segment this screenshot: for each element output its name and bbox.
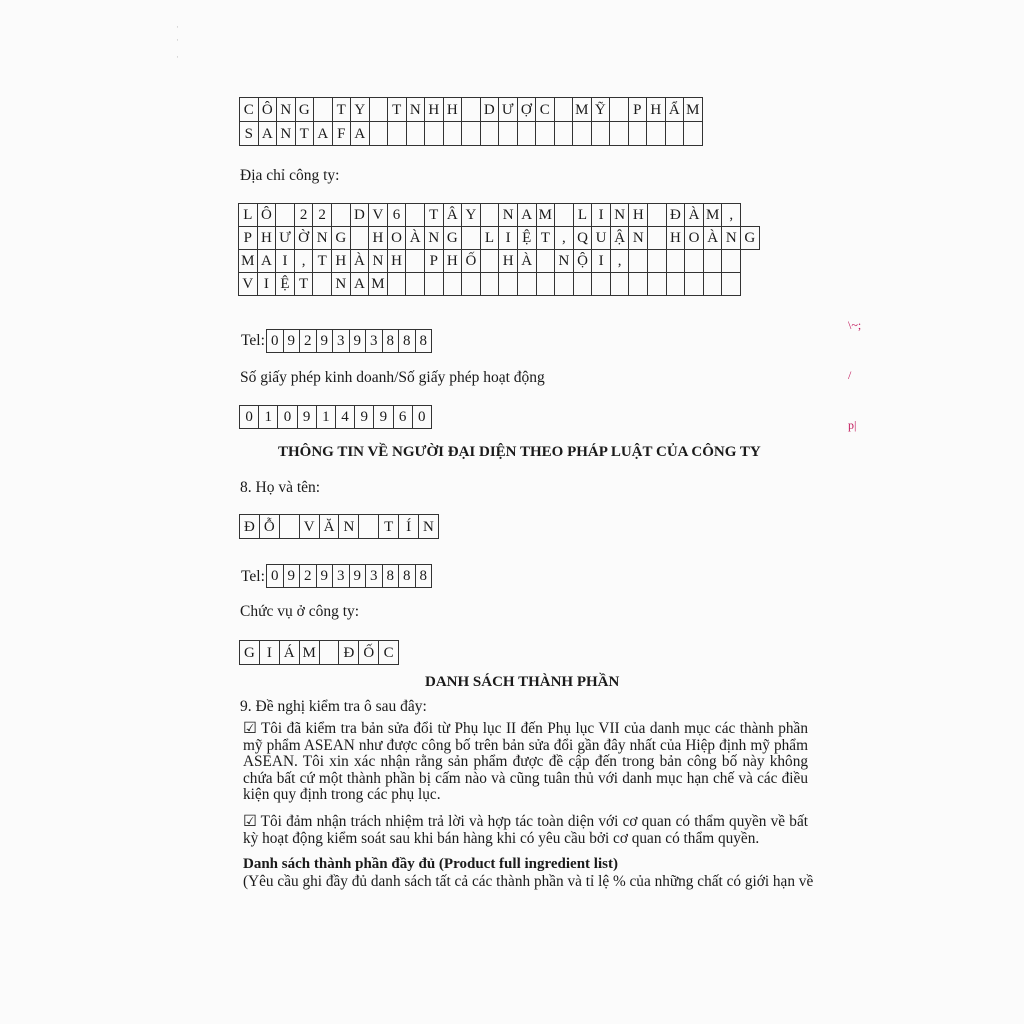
- grid-cell: D: [350, 204, 369, 227]
- grid-cell: O: [685, 227, 704, 250]
- grid-cell: G: [741, 227, 760, 250]
- grid-cell: 9: [316, 330, 333, 353]
- grid-row: [240, 122, 703, 146]
- grid-cell: I: [276, 250, 295, 273]
- grid-cell: 8: [382, 565, 399, 588]
- grid-cell: H: [666, 227, 685, 250]
- position-label: Chức vụ ở công ty:: [240, 603, 360, 620]
- tel-digits-grid: [266, 329, 432, 353]
- grid-cell: P: [239, 227, 258, 250]
- grid-cell: Ỗ: [259, 515, 279, 539]
- grid-cell: Ợ: [517, 98, 536, 122]
- grid-cell: M: [239, 250, 258, 273]
- grid-cell: [610, 98, 629, 122]
- grid-cell: [359, 515, 379, 539]
- grid-cell: [666, 250, 685, 273]
- grid-cell: [350, 227, 369, 250]
- grid-cell: 9: [349, 565, 366, 588]
- grid-cell: [319, 641, 339, 665]
- grid-cell: 0: [412, 406, 431, 429]
- grid-cell: [331, 204, 350, 227]
- grid-cell: H: [443, 250, 462, 273]
- scan-speck: ·: [176, 52, 179, 62]
- grid-cell: [499, 122, 518, 146]
- grid-cell: [462, 227, 481, 250]
- grid-cell: [703, 250, 722, 273]
- grid-cell: [573, 273, 592, 296]
- grid-cell: 9: [283, 330, 300, 353]
- grid-cell: N: [406, 98, 425, 122]
- grid-cell: T: [388, 98, 407, 122]
- grid-cell: 3: [366, 565, 383, 588]
- grid-cell: À: [685, 204, 704, 227]
- grid-cell: Y: [462, 204, 481, 227]
- grid-cell: [387, 273, 406, 296]
- grid-cell: I: [592, 204, 611, 227]
- grid-cell: 8: [399, 330, 416, 353]
- grid-cell: [610, 122, 629, 146]
- grid-cell: 2: [300, 565, 317, 588]
- grid-cell: [480, 273, 499, 296]
- grid-cell: T: [313, 250, 332, 273]
- grid-cell: [573, 122, 592, 146]
- ingredients-heading: DANH SÁCH THÀNH PHẦN: [425, 674, 620, 690]
- grid-cell: G: [240, 641, 260, 665]
- grid-cell: [425, 122, 444, 146]
- grid-cell: [480, 250, 499, 273]
- grid-cell: Đ: [339, 641, 359, 665]
- grid-cell: [722, 250, 741, 273]
- grid-cell: H: [425, 98, 444, 122]
- grid-cell: 6: [387, 204, 406, 227]
- grid-row: [240, 641, 399, 665]
- grid-cell: N: [555, 250, 574, 273]
- grid-cell: N: [331, 273, 350, 296]
- grid-cell: H: [331, 250, 350, 273]
- grid-cell: [406, 250, 425, 273]
- grid-cell: [279, 515, 299, 539]
- scan-speck: ·: [176, 35, 179, 45]
- grid-cell: [592, 273, 611, 296]
- company-name-grid: [239, 97, 703, 146]
- grid-row: [240, 98, 703, 122]
- position-grid: [239, 640, 399, 665]
- grid-cell: À: [517, 250, 536, 273]
- grid-cell: 9: [355, 406, 374, 429]
- grid-cell: Â: [443, 204, 462, 227]
- grid-cell: A: [517, 204, 536, 227]
- grid-row: [239, 227, 760, 250]
- grid-cell: H: [499, 250, 518, 273]
- tel-label-2: Tel:: [241, 568, 265, 585]
- grid-cell: Ư: [276, 227, 295, 250]
- grid-cell: F: [332, 122, 351, 146]
- grid-cell: I: [592, 250, 611, 273]
- tel-digits-grid-2: [266, 564, 432, 588]
- grid-cell: [554, 98, 573, 122]
- grid-cell: 4: [335, 406, 354, 429]
- grid-cell: N: [277, 122, 296, 146]
- grid-cell: L: [573, 204, 592, 227]
- license-label: Số giấy phép kinh doanh/Số giấy phép hoạt động: [240, 369, 545, 386]
- grid-cell: [703, 273, 722, 296]
- grid-cell: [665, 122, 684, 146]
- grid-cell: N: [629, 227, 648, 250]
- grid-row: [239, 273, 760, 296]
- grid-cell: T: [379, 515, 399, 539]
- grid-cell: 0: [267, 565, 284, 588]
- grid-cell: 2: [313, 204, 332, 227]
- grid-cell: A: [258, 122, 277, 146]
- grid-cell: C: [379, 641, 399, 665]
- grid-cell: [648, 204, 667, 227]
- grid-cell: N: [610, 204, 629, 227]
- grid-cell: [499, 273, 518, 296]
- declaration-1: [243, 721, 808, 804]
- grid-cell: Ỹ: [591, 98, 610, 122]
- grid-cell: G: [443, 227, 462, 250]
- grid-cell: P: [628, 98, 647, 122]
- address-grid: [238, 203, 760, 296]
- grid-cell: 9: [316, 565, 333, 588]
- grid-cell: 9: [374, 406, 393, 429]
- grid-cell: [388, 122, 407, 146]
- grid-cell: Í: [399, 515, 419, 539]
- address-label: Địa chỉ công ty:: [240, 167, 340, 184]
- grid-cell: 8: [382, 330, 399, 353]
- grid-cell: [443, 273, 462, 296]
- grid-cell: N: [313, 227, 332, 250]
- grid-cell: À: [406, 227, 425, 250]
- grid-cell: [462, 273, 481, 296]
- grid-cell: Ẩ: [665, 98, 684, 122]
- grid-cell: [648, 273, 667, 296]
- grid-cell: [666, 273, 685, 296]
- full-list-note: (Yêu cầu ghi đầy đủ danh sách tất cả các thành phần và tỉ lệ % của những chất có giới hạn về: [243, 873, 814, 890]
- grid-cell: [685, 273, 704, 296]
- grid-cell: P: [424, 250, 443, 273]
- grid-cell: [628, 122, 647, 146]
- grid-cell: [555, 204, 574, 227]
- grid-cell: I: [499, 227, 518, 250]
- grid-cell: Q: [573, 227, 592, 250]
- grid-cell: Ố: [462, 250, 481, 273]
- grid-cell: N: [424, 227, 443, 250]
- grid-cell: N: [339, 515, 359, 539]
- grid-cell: [314, 98, 333, 122]
- grid-row: [267, 565, 432, 588]
- grid-cell: [536, 122, 555, 146]
- grid-row: [240, 406, 432, 429]
- grid-cell: 1: [316, 406, 335, 429]
- grid-cell: Đ: [666, 204, 685, 227]
- grid-cell: N: [369, 250, 388, 273]
- grid-cell: U: [592, 227, 611, 250]
- grid-cell: [517, 122, 536, 146]
- representative-name-grid: [239, 514, 439, 539]
- grid-cell: M: [536, 204, 555, 227]
- grid-cell: L: [480, 227, 499, 250]
- grid-cell: Ă: [319, 515, 339, 539]
- name-label: 8. Họ và tên:: [240, 479, 321, 496]
- grid-cell: Ô: [258, 98, 277, 122]
- grid-cell: G: [331, 227, 350, 250]
- grid-cell: [406, 204, 425, 227]
- grid-cell: I: [257, 273, 276, 296]
- grid-cell: I: [259, 641, 279, 665]
- grid-cell: Ệ: [276, 273, 295, 296]
- scan-speck: ·: [176, 22, 179, 32]
- grid-cell: [554, 122, 573, 146]
- grid-cell: 9: [297, 406, 316, 429]
- grid-cell: T: [295, 122, 314, 146]
- grid-cell: Ậ: [610, 227, 629, 250]
- grid-cell: 3: [333, 565, 350, 588]
- grid-cell: C: [240, 98, 259, 122]
- grid-cell: H: [647, 98, 666, 122]
- grid-cell: Ô: [257, 204, 276, 227]
- grid-cell: O: [387, 227, 406, 250]
- grid-cell: N: [722, 227, 741, 250]
- grid-row: [267, 330, 432, 353]
- grid-cell: H: [257, 227, 276, 250]
- grid-cell: A: [257, 250, 276, 273]
- grid-cell: ,: [294, 250, 313, 273]
- license-number-grid: [239, 405, 432, 429]
- grid-cell: H: [629, 204, 648, 227]
- grid-cell: [424, 273, 443, 296]
- grid-cell: M: [369, 273, 388, 296]
- grid-cell: Ệ: [517, 227, 536, 250]
- grid-cell: [443, 122, 462, 146]
- grid-cell: [480, 122, 499, 146]
- grid-cell: Ư: [499, 98, 518, 122]
- grid-cell: N: [277, 98, 296, 122]
- grid-cell: [722, 273, 741, 296]
- grid-cell: A: [314, 122, 333, 146]
- grid-cell: [313, 273, 332, 296]
- grid-cell: ,: [555, 227, 574, 250]
- grid-cell: H: [369, 227, 388, 250]
- grid-cell: C: [536, 98, 555, 122]
- grid-cell: T: [536, 227, 555, 250]
- grid-cell: [369, 122, 388, 146]
- grid-cell: L: [239, 204, 258, 227]
- grid-cell: Á: [279, 641, 299, 665]
- grid-cell: 2: [300, 330, 317, 353]
- grid-cell: Đ: [240, 515, 260, 539]
- grid-row: [240, 515, 439, 539]
- grid-cell: D: [480, 98, 499, 122]
- grid-cell: G: [295, 98, 314, 122]
- grid-cell: [406, 122, 425, 146]
- grid-cell: Ờ: [294, 227, 313, 250]
- grid-cell: Ộ: [573, 250, 592, 273]
- grid-cell: [555, 273, 574, 296]
- grid-cell: M: [703, 204, 722, 227]
- grid-cell: M: [684, 98, 703, 122]
- grid-cell: M: [573, 98, 592, 122]
- full-list-heading: Danh sách thành phần đầy đủ (Product full ingredient list): [243, 856, 618, 872]
- margin-mark: /: [848, 368, 852, 382]
- grid-cell: S: [240, 122, 259, 146]
- grid-cell: 8: [415, 565, 432, 588]
- grid-cell: [647, 122, 666, 146]
- grid-cell: [591, 122, 610, 146]
- grid-cell: N: [419, 515, 439, 539]
- grid-cell: 0: [267, 330, 284, 353]
- grid-cell: ,: [610, 250, 629, 273]
- grid-cell: 1: [259, 406, 278, 429]
- grid-cell: [462, 98, 481, 122]
- declaration-2: [243, 814, 808, 847]
- grid-cell: [536, 250, 555, 273]
- grid-cell: 8: [415, 330, 432, 353]
- grid-cell: À: [703, 227, 722, 250]
- grid-row: [239, 250, 760, 273]
- grid-cell: 0: [278, 406, 297, 429]
- checked-box-icon: ☑: [243, 813, 257, 830]
- declaration-2-text: Tôi đảm nhận trách nhiệm trả lời và hợp tác toàn diện với cơ quan có thẩm quyền về bất kỳ hoạt động kiểm soát sau khi bán hàng khi có yêu cầu bởi cơ quan có thẩm quyền.: [243, 813, 808, 847]
- grid-cell: 9: [283, 565, 300, 588]
- grid-cell: V: [299, 515, 319, 539]
- grid-cell: H: [387, 250, 406, 273]
- grid-cell: V: [239, 273, 258, 296]
- grid-row: [239, 204, 760, 227]
- grid-cell: [684, 122, 703, 146]
- grid-cell: À: [350, 250, 369, 273]
- grid-cell: 8: [399, 565, 416, 588]
- grid-cell: [462, 122, 481, 146]
- grid-cell: 3: [333, 330, 350, 353]
- grid-cell: [536, 273, 555, 296]
- grid-cell: Y: [351, 98, 370, 122]
- grid-cell: [276, 204, 295, 227]
- checked-box-icon: ☑: [243, 720, 257, 737]
- check-intro: 9. Đề nghị kiểm tra ô sau đây:: [240, 698, 427, 715]
- grid-cell: [648, 227, 667, 250]
- grid-cell: H: [443, 98, 462, 122]
- grid-cell: T: [424, 204, 443, 227]
- grid-cell: V: [369, 204, 388, 227]
- grid-cell: T: [332, 98, 351, 122]
- grid-cell: Ố: [359, 641, 379, 665]
- grid-cell: [629, 273, 648, 296]
- grid-cell: [369, 98, 388, 122]
- grid-cell: 6: [393, 406, 412, 429]
- grid-cell: 2: [294, 204, 313, 227]
- grid-cell: 9: [349, 330, 366, 353]
- grid-cell: 0: [240, 406, 259, 429]
- grid-cell: N: [499, 204, 518, 227]
- grid-cell: [480, 204, 499, 227]
- grid-cell: [685, 250, 704, 273]
- grid-cell: [629, 250, 648, 273]
- grid-cell: [610, 273, 629, 296]
- margin-mark: \~;: [848, 318, 862, 332]
- declaration-1-text: Tôi đã kiểm tra bản sửa đổi từ Phụ lục II đến Phụ lục VII của danh mục các thành phần mỹ phẩm ASEAN như được công bố trên bản sửa đổi gần đây nhất của Hiệp định mỹ phẩm ASEAN. Tôi xin xác nhận rằng sản phẩm được đề cập đến trong bản công bố này không chứa bất cứ một thành phần bị cấm nào và cũng tuân thủ với danh mục hạn chế và các điều kiện quy định trong các phụ lục.: [243, 720, 808, 803]
- grid-cell: [406, 273, 425, 296]
- grid-cell: T: [294, 273, 313, 296]
- grid-cell: M: [299, 641, 319, 665]
- grid-cell: A: [351, 122, 370, 146]
- grid-cell: ,: [722, 204, 741, 227]
- grid-cell: [648, 250, 667, 273]
- representative-heading: THÔNG TIN VỀ NGƯỜI ĐẠI DIỆN THEO PHÁP LUẬT CỦA CÔNG TY: [278, 444, 761, 460]
- margin-mark: p|: [848, 418, 857, 432]
- grid-cell: [517, 273, 536, 296]
- grid-cell: 3: [366, 330, 383, 353]
- tel-label: Tel:: [241, 332, 265, 349]
- grid-cell: A: [350, 273, 369, 296]
